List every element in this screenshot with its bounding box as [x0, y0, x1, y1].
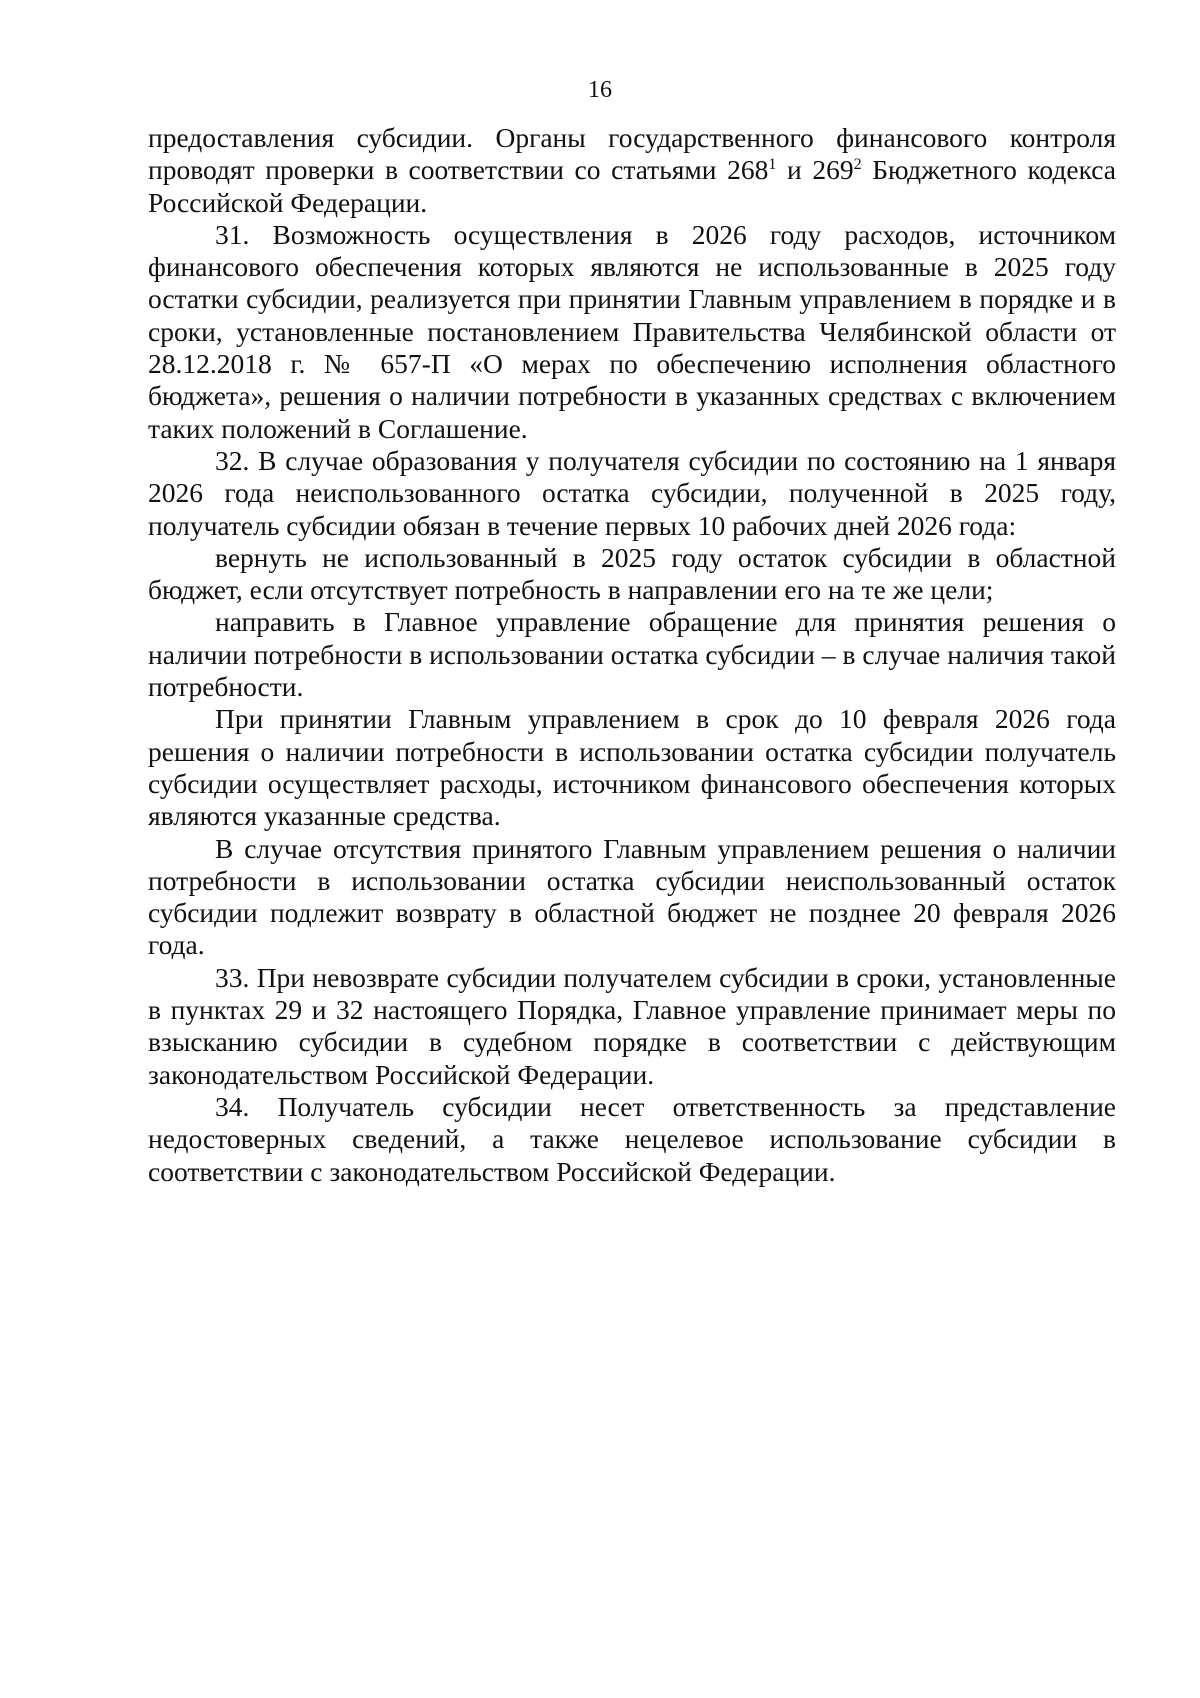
paragraph-continuation-text: предоставления субсидии. Органы государственного финансового контроля проводят проверки в соответствии со статьями 268 — [148, 122, 1116, 186]
page-number: 16 — [588, 77, 612, 103]
paragraph-32: 32. В случае образования у получателя субсидии по состоянию на 1 января 2026 года неиспользованного остатка субсидии, полученной в 2025 году, получатель субсидии обязан в течение первых 10 рабочих дней 2026 года: — [148, 444, 1116, 541]
paragraph-continuation-text-2: и 269 — [776, 154, 854, 186]
paragraph-31: 31. Возможность осуществления в 2026 году расходов, источником финансового обеспечения которых являются не использованные в 2025 году остатки субсидии, реализуется при принятии Главным управлением в порядке и в сроки, установленные постановлением Правительства Челябинской области от 28.12.2018 г. № 657-П «О мерах по обеспечению исполнения областного бюджета», решения о наличии потребности в указанных средствах с включением таких положений в Соглашение. — [148, 218, 1116, 444]
paragraph-continuation-text-3: Бюджетного кодекса Российской Федерации. — [148, 154, 1116, 218]
document-body — [148, 122, 1116, 1188]
paragraph-33: 33. При невозврате субсидии получателем субсидии в сроки, установленные в пунктах 29 и 32 настоящего Порядка, Главное управление принимает меры по взысканию субсидии в судебном порядке в соответствии с действующим законодательством Российской Федерации. — [148, 961, 1116, 1090]
footnote-superscript-1: 1 — [768, 156, 777, 174]
paragraph-32-item-request: направить в Главное управление обращение для принятия решения о наличии потребности в использовании остатка субсидии – в случае наличия такой потребности. — [148, 606, 1116, 703]
paragraph-32-no-decision: В случае отсутствия принятого Главным управлением решения о наличии потребности в использовании остатка субсидии неиспользованный остаток субсидии подлежит возврату в областной бюджет не позднее 20 февраля 2026 года. — [148, 832, 1116, 961]
paragraph-34: 34. Получатель субсидии несет ответственность за представление недостоверных сведений, а также нецелевое использование субсидии в соответствии с законодательством Российской Федерации. — [148, 1090, 1116, 1187]
paragraph-32-decision: При принятии Главным управлением в срок до 10 февраля 2026 года решения о наличии потребности в использовании остатка субсидии получатель субсидии осуществляет расходы, источником финансового обеспечения которых являются указанные средства. — [148, 703, 1116, 832]
paragraph-continuation — [148, 122, 1116, 219]
footnote-superscript-2: 2 — [853, 156, 862, 174]
paragraph-32-item-return: вернуть не использованный в 2025 году остаток субсидии в областной бюджет, если отсутствует потребность в направлении его на те же цели; — [148, 541, 1116, 606]
